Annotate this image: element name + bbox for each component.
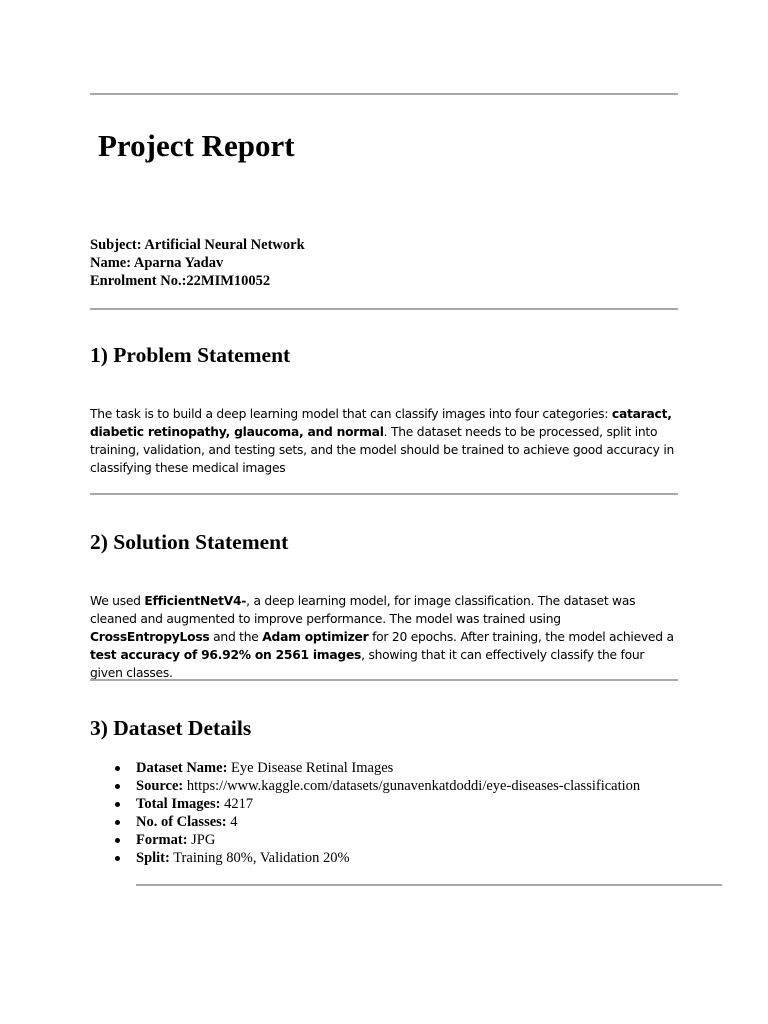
enrolment-line: Enrolment No.:22MIM10052: [90, 273, 271, 289]
solution-text-3: and the: [209, 630, 263, 644]
problem-categories: cataract, diabetic retinopathy, glaucoma, and normal: [90, 407, 672, 439]
solution-text-1: We used: [90, 594, 145, 608]
list-item: [110, 759, 640, 777]
item-label: Format:: [136, 832, 188, 848]
optimizer-name: Adam optimizer: [262, 630, 369, 644]
model-name: EfficientNetV4-: [144, 594, 247, 608]
list-item: [110, 831, 640, 849]
solution-paragraph: [90, 592, 680, 682]
source-link[interactable]: https://www.kaggle.com/datasets/gunavenkatdoddi/eye-diseases-classification: [183, 778, 641, 794]
divider-top: [90, 93, 678, 95]
divider-dataset: [136, 884, 722, 886]
item-value: 4217: [220, 796, 254, 812]
list-item: [110, 813, 640, 831]
item-value: 4: [226, 814, 238, 830]
report-meta: [90, 236, 305, 290]
solution-text-4: for 20 epochs. After training, the model achieved a: [368, 630, 674, 644]
item-label: Source:: [136, 778, 184, 794]
item-label: No. of Classes:: [136, 814, 227, 830]
test-accuracy: test accuracy of 96.92% on 2561 images: [90, 648, 362, 662]
item-value: JPG: [187, 832, 216, 848]
problem-text-2: . The dataset needs to be processed, split into training, validation, and testing sets, and the model should be trained to achieve good accuracy in classifying these medical images: [90, 425, 675, 475]
item-label: Dataset Name:: [136, 760, 228, 776]
divider-solution: [90, 679, 678, 681]
problem-paragraph: [90, 405, 680, 477]
item-value: Eye Disease Retinal Images: [227, 760, 394, 776]
divider-meta: [90, 308, 678, 310]
page-title: Project Report: [98, 128, 295, 163]
divider-problem: [90, 493, 678, 495]
dataset-list: [110, 759, 640, 867]
item-label: Total Images:: [136, 796, 221, 812]
dataset-heading: 3) Dataset Details: [90, 716, 252, 740]
problem-heading: 1) Problem Statement: [90, 343, 291, 367]
list-item: [110, 849, 640, 867]
list-item: [110, 777, 640, 795]
solution-heading: 2) Solution Statement: [90, 530, 289, 554]
list-item: [110, 795, 640, 813]
subject-line: Subject: Artificial Neural Network: [90, 237, 305, 253]
name-line: Name: Aparna Yadav: [90, 255, 224, 271]
loss-name: CrossEntropyLoss: [90, 630, 210, 644]
solution-text-5: , showing that it can effectively classify the four given classes.: [90, 648, 645, 680]
solution-text-2: , a deep learning model, for image classification. The dataset was cleaned and augmented to improve performance. The model was trained using: [90, 594, 636, 626]
item-label: Split:: [136, 850, 170, 866]
item-value: Training 80%, Validation 20%: [169, 850, 350, 866]
problem-text-1: The task is to build a deep learning model that can classify images into four categories:: [90, 407, 612, 421]
